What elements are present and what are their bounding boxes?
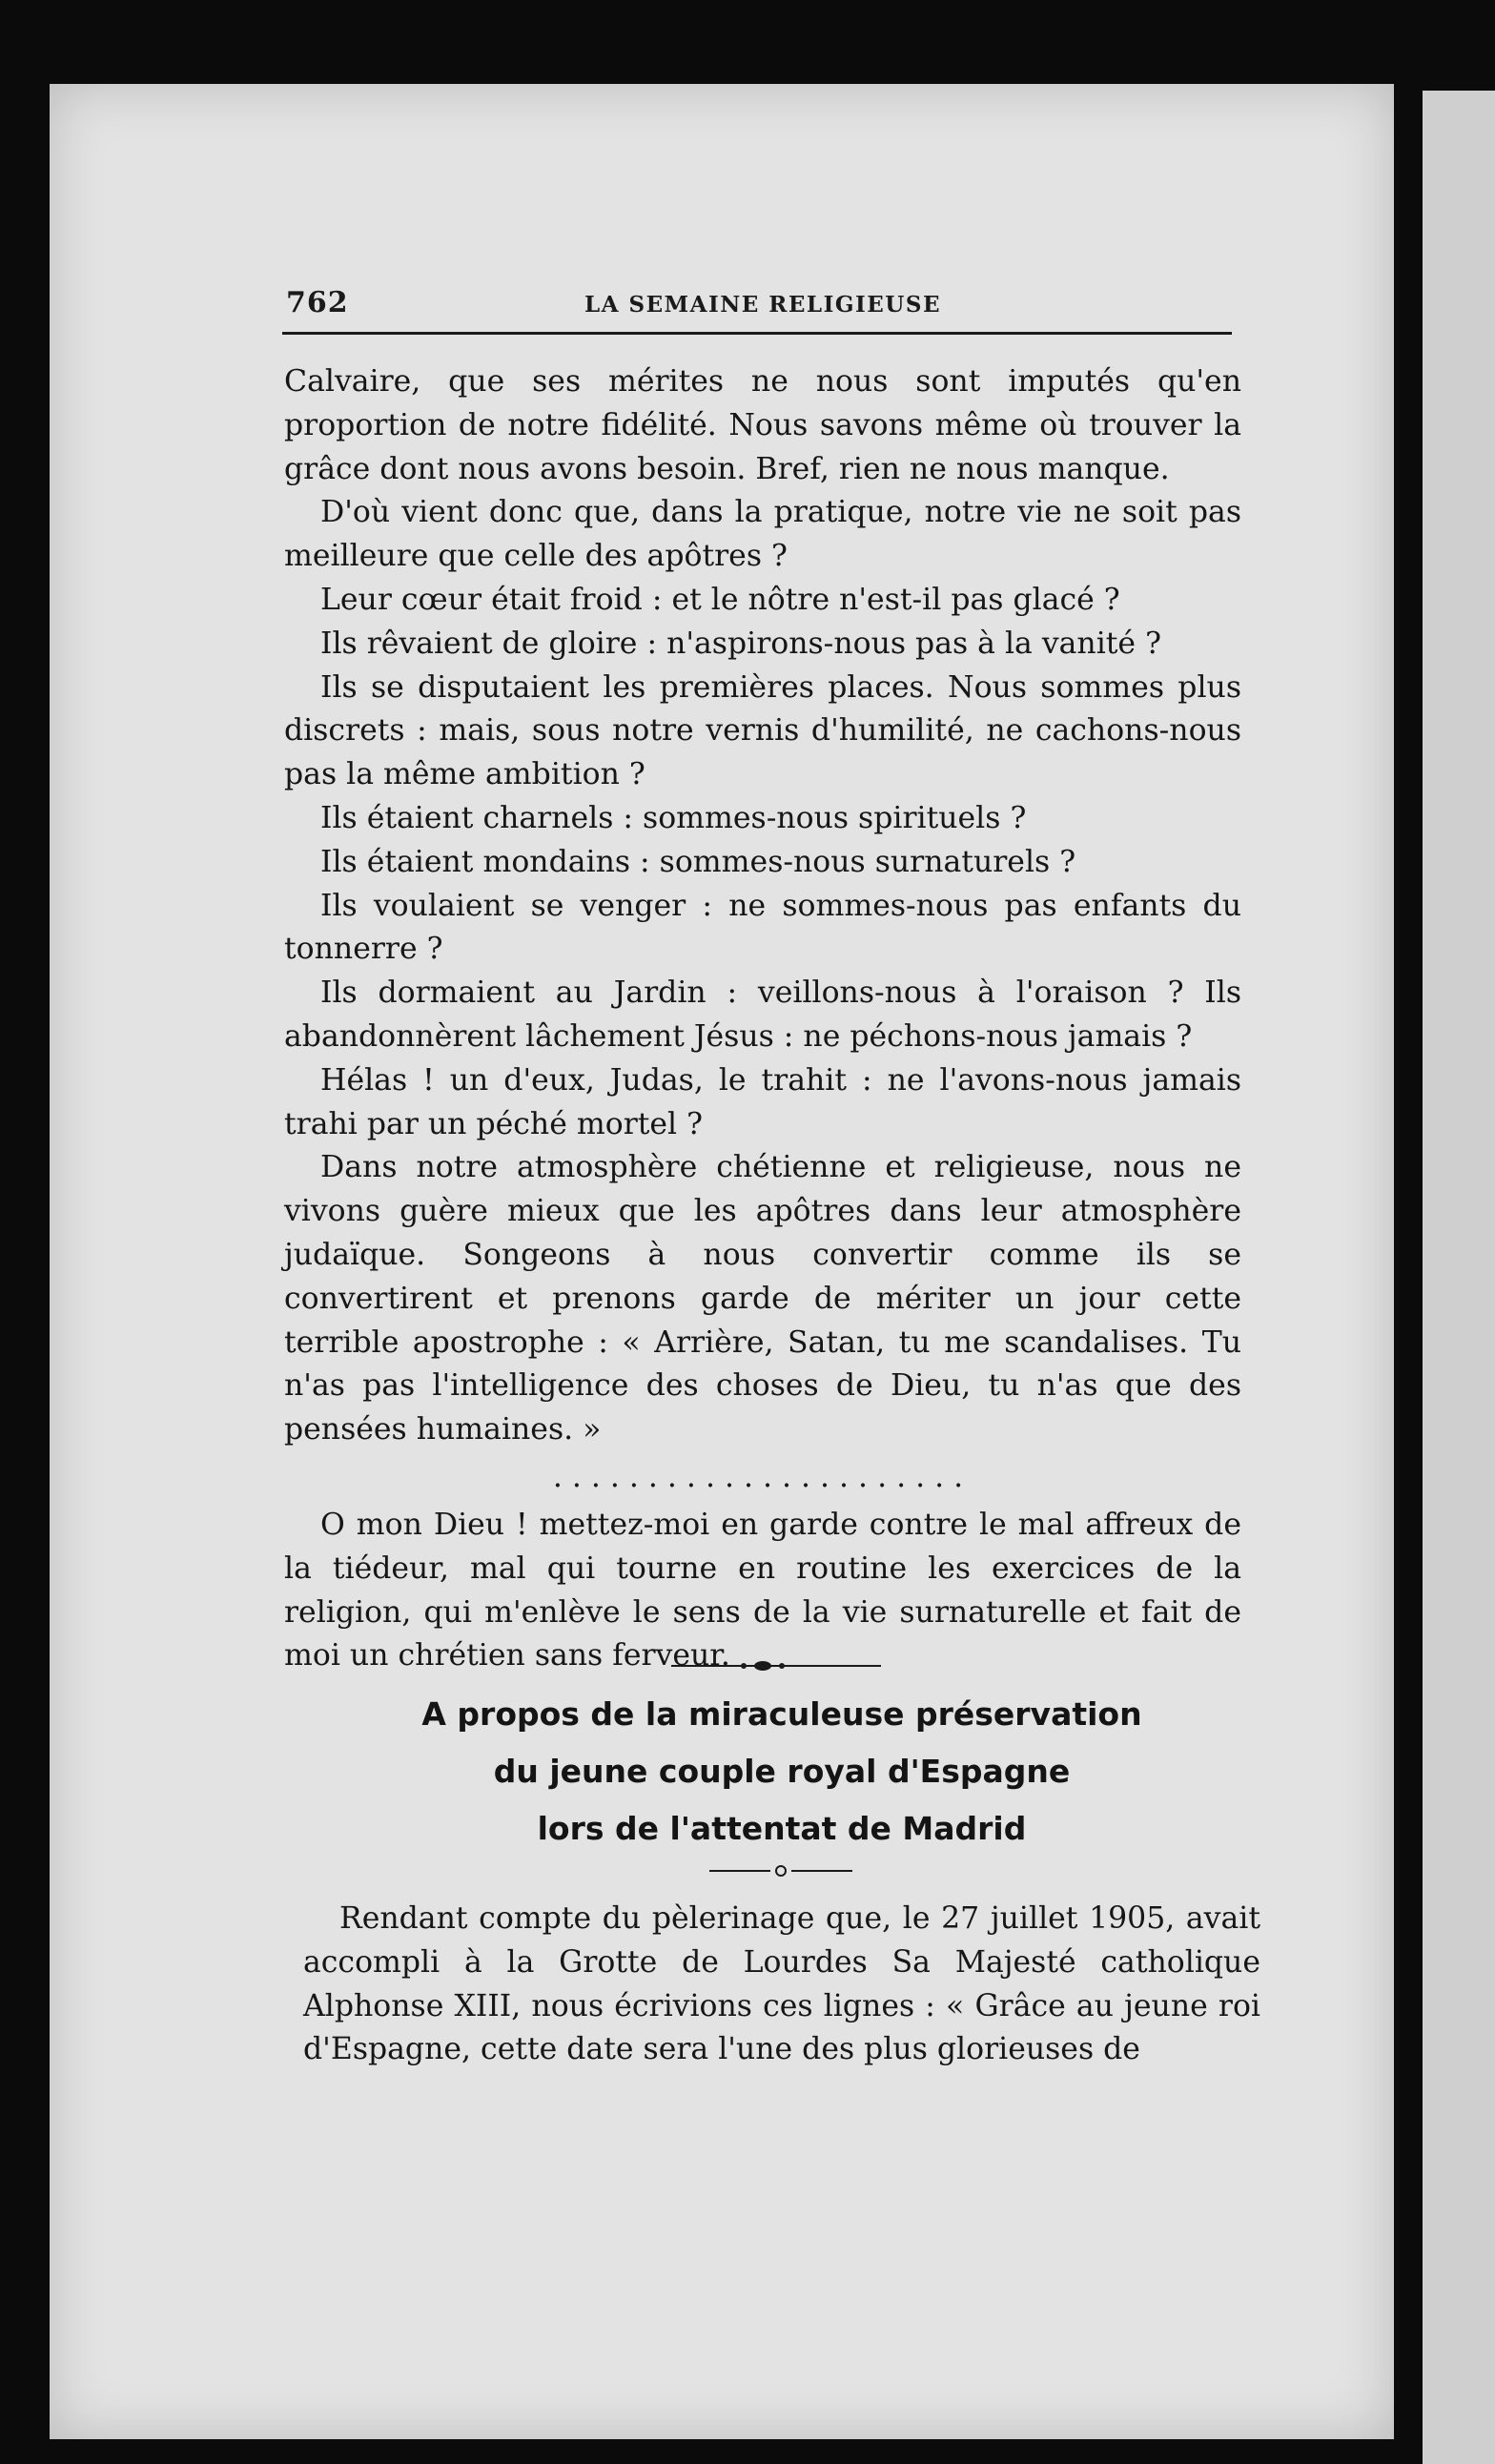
paragraph: Dans notre atmosphère chétienne et religieuse, nous ne vivons guère mieux que les apôtres dans leur atmosphère judaïque. Songeons à nous convertir comme ils se convertirent et prenons garde de mériter un jour cette terrible apostrophe : « Arrière, Satan, tu me scandalises. Tu n'as pas l'intelligence des choses de Dieu, tu n'as que des pensées humaines. » xyxy=(284,1150,1241,1448)
paragraph: Ils dormaient au Jardin : veillons-nous à l'oraison ? Ils abandonnèrent lâchement Jésus : ne péchons-nous jamais ? xyxy=(284,975,1241,1054)
section-heading xyxy=(372,1686,1192,1858)
facing-page-edge xyxy=(1423,91,1495,2464)
paragraph: Calvaire, que ses mérites ne nous sont imputés qu'en proportion de notre fidélité. Nous savons même où trouver la grâce dont nous avons besoin. Bref, rien ne nous manque. xyxy=(284,364,1241,486)
heading-line: lors de l'attentat de Madrid xyxy=(537,1810,1027,1847)
paragraph: Ils voulaient se venger : ne sommes-nous pas enfants du tonnerre ? xyxy=(284,888,1241,967)
paragraph: Ils étaient mondains : sommes-nous surnaturels ? xyxy=(320,844,1076,879)
paragraph: Ils rêvaient de gloire : n'aspirons-nous pas à la vanité ? xyxy=(320,626,1161,661)
paragraph: Ils étaient charnels : sommes-nous spirituels ? xyxy=(320,800,1027,835)
paragraph: Rendant compte du pèlerinage que, le 27 juillet 1905, avait accompli à la Grotte de Lourdes Sa Majesté catholique Alphonse XIII, nous écrivions ces lignes : « Grâce au jeune roi d'Espagne, cette date sera l'une des plus glorieuses de xyxy=(303,1901,1260,2067)
page-number: 762 xyxy=(286,286,349,319)
heading-line: du jeune couple royal d'Espagne xyxy=(493,1753,1071,1790)
section-body xyxy=(303,1898,1260,2072)
small-ornament xyxy=(709,1861,852,1880)
main-text xyxy=(284,360,1241,1678)
running-head xyxy=(286,286,1230,328)
paragraph: D'où vient donc que, dans la pratique, notre vie ne soit pas meilleure que celle des apôtres ? xyxy=(284,495,1241,574)
paragraph: Ils se disputaient les premières places. Nous sommes plus discrets : mais, sous notre vernis d'humilité, ne cachons-nous pas la même ambition ? xyxy=(284,669,1241,792)
running-title: LA SEMAINE RELIGIEUSE xyxy=(584,292,941,318)
dotted-separator: ...................... xyxy=(552,1459,973,1494)
prayer-paragraph: O mon Dieu ! mettez-moi en garde contre le mal affreux de la tiédeur, mal qui tourne en routine les exercices de la religion, qui m'enlève le sens de la vie surnaturelle et fait de moi un chrétien sans ferveur. xyxy=(284,1507,1241,1673)
paragraph: Hélas ! un d'eux, Judas, le trahit : ne l'avons-nous jamais trahi par un péché mortel ? xyxy=(284,1062,1241,1141)
paragraph: Leur cœur était froid : et le nôtre n'est-il pas glacé ? xyxy=(320,582,1120,617)
header-rule xyxy=(282,332,1232,335)
ornament-divider xyxy=(671,1656,881,1675)
heading-line: A propos de la miraculeuse préservation xyxy=(421,1695,1142,1733)
